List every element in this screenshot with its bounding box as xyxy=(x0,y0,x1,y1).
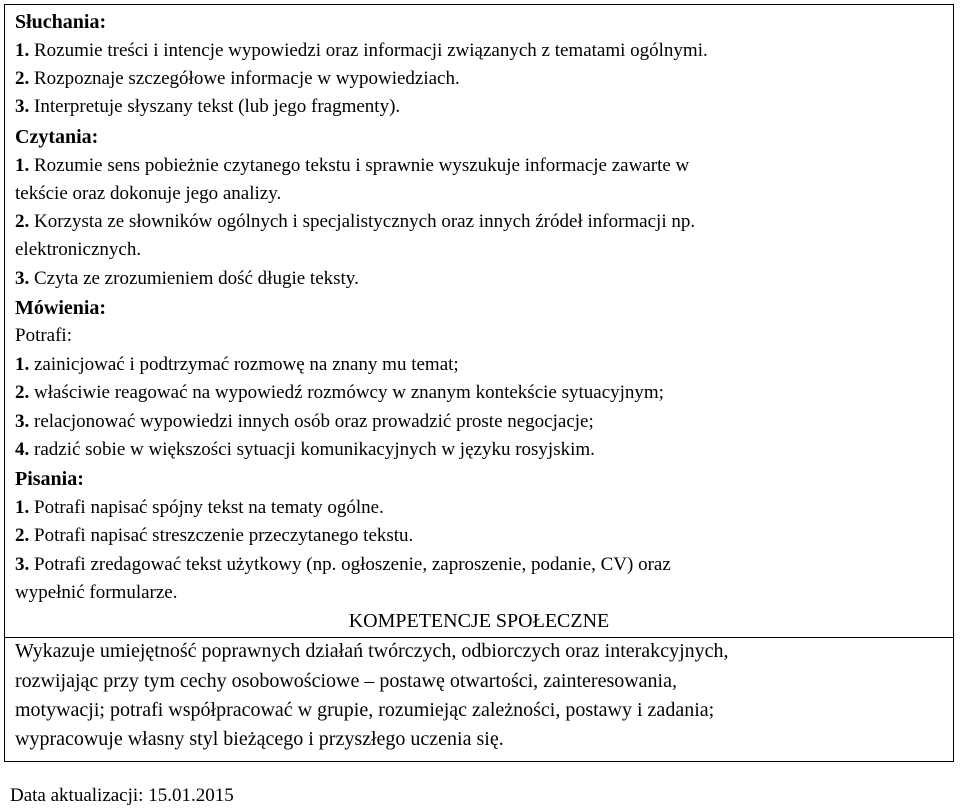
reading-item-continuation: tekście oraz dokonuje jego analizy. xyxy=(15,183,282,204)
listening-item: 2. Rozpoznaje szczegółowe informacje w wypowiedziach. xyxy=(15,68,460,89)
section-divider xyxy=(5,637,953,638)
writing-item: 2. Potrafi napisać streszczenie przeczytanego tekstu. xyxy=(15,525,414,546)
writing-item-continuation: wypełnić formularze. xyxy=(15,582,178,603)
listening-heading: Słuchania: xyxy=(15,11,107,33)
listening-item: 1. Rozumie treści i intencje wypowiedzi oraz informacji związanych z tematami ogólnymi. xyxy=(15,40,708,61)
social-paragraph-line: Wykazuje umiejętność poprawnych działań twórczych, odbiorczych oraz interakcyjnych, xyxy=(15,640,729,662)
social-competencies-heading: KOMPETENCJE SPOŁECZNE xyxy=(348,610,610,632)
speaking-item: 1. zainicjować i podtrzymać rozmowę na znany mu temat; xyxy=(15,354,459,375)
reading-item: 1. Rozumie sens pobieżnie czytanego tekstu i sprawnie wyszukuje informacje zawarte w xyxy=(15,155,690,176)
social-paragraph-line: wypracowuje własny styl bieżącego i przyszłego uczenia się. xyxy=(15,728,504,750)
update-date: Data aktualizacji: 15.01.2015 xyxy=(10,785,234,806)
writing-item: 1. Potrafi napisać spójny tekst na tematy ogólne. xyxy=(15,497,384,518)
speaking-item: 3. relacjonować wypowiedzi innych osób oraz prowadzić proste negocjacje; xyxy=(15,411,594,432)
competencies-table xyxy=(4,4,954,762)
reading-item: 2. Korzysta ze słowników ogólnych i specjalistycznych oraz innych źródeł informacji np. xyxy=(15,211,696,232)
speaking-heading: Mówienia: xyxy=(15,297,107,319)
social-paragraph-line: motywacji; potrafi współpracować w grupie, rozumiejąc zależności, postawy i zadania; xyxy=(15,699,715,721)
reading-heading: Czytania: xyxy=(15,126,99,148)
listening-item: 3. Interpretuje słyszany tekst (lub jego fragmenty). xyxy=(15,96,401,117)
speaking-item: 2. właściwie reagować na wypowiedź rozmówcy w znanym kontekście sytuacyjnym; xyxy=(15,382,664,403)
reading-item: 3. Czyta ze zrozumieniem dość długie teksty. xyxy=(15,268,359,289)
social-paragraph-line: rozwijając przy tym cechy osobowościowe – postawę otwartości, zainteresowania, xyxy=(15,670,677,692)
speaking-intro: Potrafi: xyxy=(15,325,72,346)
speaking-item: 4. radzić sobie w większości sytuacji komunikacyjnych w języku rosyjskim. xyxy=(15,439,595,460)
writing-heading: Pisania: xyxy=(15,468,84,490)
writing-item: 3. Potrafi zredagować tekst użytkowy (np. ogłoszenie, zaproszenie, podanie, CV) oraz xyxy=(15,554,671,575)
reading-item-continuation: elektronicznych. xyxy=(15,239,142,260)
